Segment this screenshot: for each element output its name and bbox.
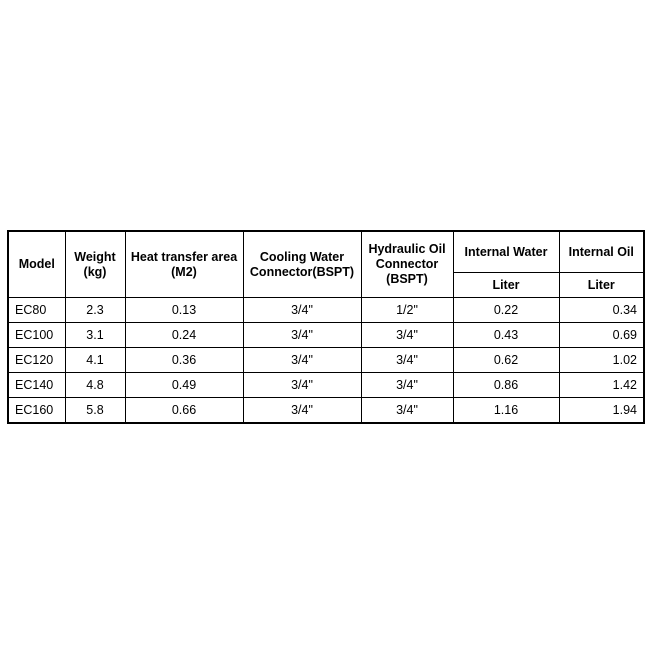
col-header-cooling-water-connector: [243, 231, 361, 298]
cell-water: 0.62: [453, 348, 559, 373]
col-header-area-line2: (M2): [171, 264, 197, 279]
col-header-internal-water-unit: Liter: [453, 273, 559, 298]
cell-model: EC80: [8, 298, 65, 323]
table-row: [8, 398, 644, 424]
cell-model: EC140: [8, 373, 65, 398]
cell-hydraulic: 3/4": [361, 348, 453, 373]
cell-model: EC120: [8, 348, 65, 373]
cell-water: 0.86: [453, 373, 559, 398]
cell-hydraulic: 3/4": [361, 373, 453, 398]
cell-area: 0.24: [125, 323, 243, 348]
spec-table: [7, 230, 645, 424]
col-header-hydraulic-line1: Hydraulic Oil: [368, 242, 446, 256]
col-header-weight: [65, 231, 125, 298]
cell-oil: 1.42: [559, 373, 644, 398]
cell-hydraulic: 3/4": [361, 323, 453, 348]
cell-water: 0.43: [453, 323, 559, 348]
col-header-cooling-line1: Cooling Water: [259, 249, 345, 264]
table-row: [8, 323, 644, 348]
cell-cooling: 3/4": [243, 298, 361, 323]
col-header-model: Model: [8, 231, 65, 298]
header-row: [8, 231, 644, 273]
col-header-weight-line1: Weight: [74, 249, 116, 264]
cell-oil: 1.02: [559, 348, 644, 373]
cell-hydraulic: 3/4": [361, 398, 453, 424]
cell-area: 0.13: [125, 298, 243, 323]
cell-weight: 4.8: [65, 373, 125, 398]
cell-area: 0.36: [125, 348, 243, 373]
cell-cooling: 3/4": [243, 373, 361, 398]
cell-cooling: 3/4": [243, 323, 361, 348]
col-header-internal-oil-unit: Liter: [559, 273, 644, 298]
cell-weight: 2.3: [65, 298, 125, 323]
cell-water: 1.16: [453, 398, 559, 424]
col-header-internal-oil: Internal Oil: [559, 231, 644, 273]
table-row: [8, 298, 644, 323]
cell-model: EC160: [8, 398, 65, 424]
cell-oil: 1.94: [559, 398, 644, 424]
col-header-hydraulic-oil-connector: [361, 231, 453, 298]
cell-water: 0.22: [453, 298, 559, 323]
cell-oil: 0.34: [559, 298, 644, 323]
table-row: [8, 373, 644, 398]
cell-model: EC100: [8, 323, 65, 348]
table-row: [8, 348, 644, 373]
cell-area: 0.49: [125, 373, 243, 398]
cell-cooling: 3/4": [243, 398, 361, 424]
col-header-area-line1: Heat transfer area: [130, 249, 238, 264]
col-header-weight-line2: (kg): [83, 264, 107, 279]
col-header-hydraulic-line3: (BSPT): [386, 272, 428, 286]
col-header-cooling-line2: Connector(BSPT): [249, 264, 355, 279]
cell-oil: 0.69: [559, 323, 644, 348]
cell-weight: 5.8: [65, 398, 125, 424]
cell-area: 0.66: [125, 398, 243, 424]
cell-weight: 4.1: [65, 348, 125, 373]
col-header-heat-transfer-area: [125, 231, 243, 298]
cell-hydraulic: 1/2": [361, 298, 453, 323]
cell-cooling: 3/4": [243, 348, 361, 373]
cell-weight: 3.1: [65, 323, 125, 348]
col-header-internal-water: Internal Water: [453, 231, 559, 273]
col-header-hydraulic-line2: Connector: [375, 257, 439, 271]
